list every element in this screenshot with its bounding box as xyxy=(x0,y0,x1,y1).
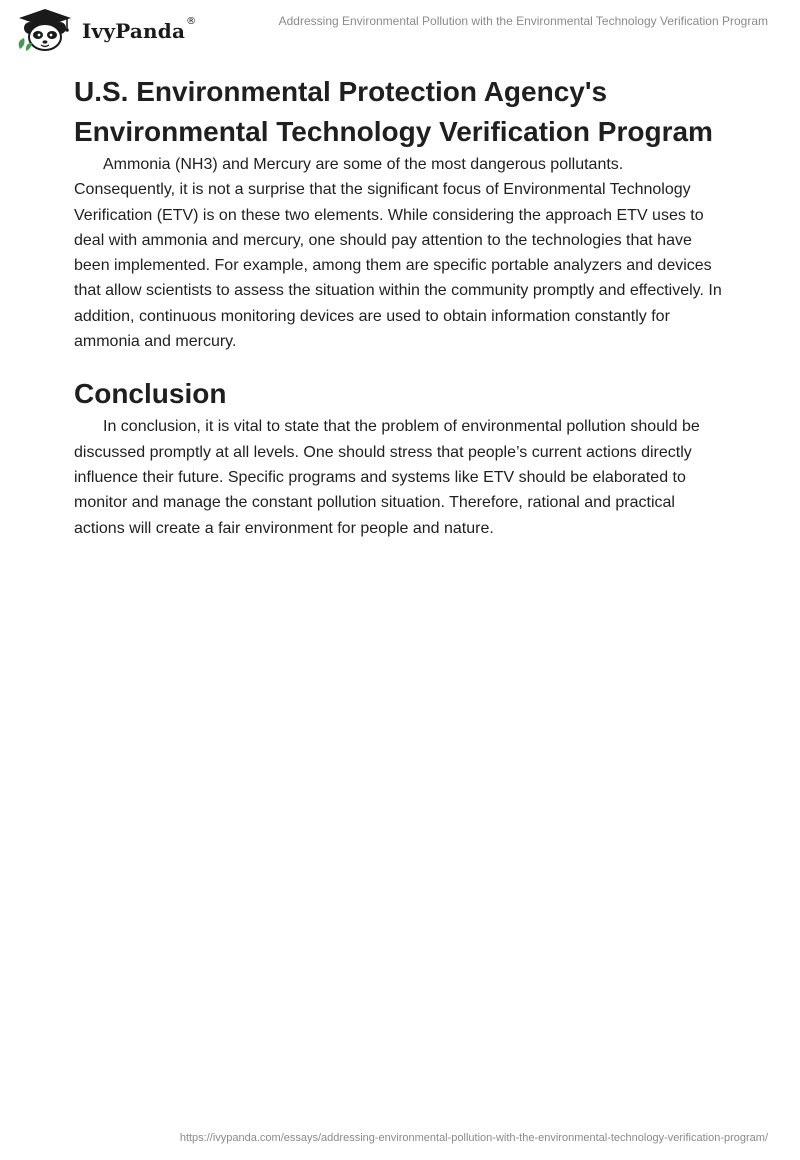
running-title: Addressing Environmental Pollution with the Environmental Technology Verification Program xyxy=(278,14,768,28)
body-paragraph: Ammonia (NH3) and Mercury are some of the most dangerous pollutants. Consequently, it is not a surprise that the significant focus of Environmental Technology Verification (ETV) is on these two elements. While considering the approach ETV uses to deal with ammonia and mercury, one should pay attention to the technologies that have been implemented. For example, among them are specific portable analyzers and devices that allow scientists to assess the situation within the community promptly and effectively. In addition, continuous monitoring devices are used to obtain information constantly for ammonia and mercury. xyxy=(74,156,722,351)
conclusion-paragraph: In conclusion, it is vital to state that the problem of environmental pollution should be discussed promptly at all levels. One should stress that people’s current actions directly influence their future. Specific programs and systems like ETV should be elaborated to monitor and manage the constant pollution situation. Therefore, rational and practical actions will create a fair environment for people and nature. xyxy=(74,418,700,537)
brand-name: IvyPanda xyxy=(82,19,186,43)
conclusion-heading: Conclusion xyxy=(74,378,227,410)
page-header xyxy=(0,0,800,60)
registered-mark: ® xyxy=(186,15,197,27)
panda-graduate-icon xyxy=(14,8,76,52)
article-content xyxy=(74,72,726,541)
page-title: U.S. Environmental Protection Agency's Environmental Technology Verification Program xyxy=(74,76,713,147)
ivypanda-logo[interactable] xyxy=(14,8,196,52)
source-url[interactable]: https://ivypanda.com/essays/addressing-environmental-pollution-with-the-environmental-technology-verification-program/ xyxy=(179,1132,768,1144)
